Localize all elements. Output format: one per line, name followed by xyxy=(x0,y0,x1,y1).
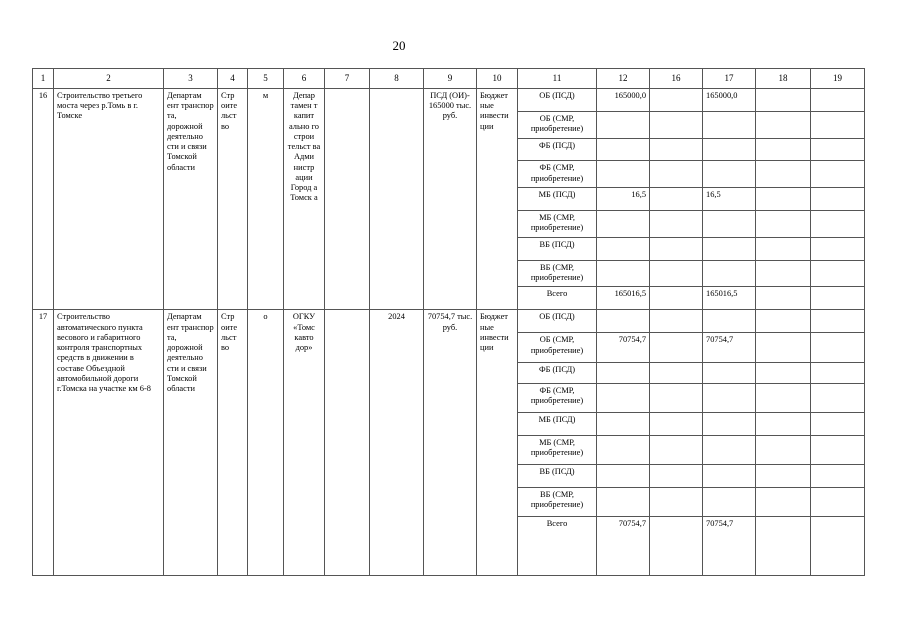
work-type: Стр оите льст во xyxy=(218,88,248,310)
amount-col-16 xyxy=(650,211,703,238)
header-cell: 8 xyxy=(370,69,424,89)
header-cell: 17 xyxy=(703,69,756,89)
object-name: Строительство автоматического пункта весового и габаритного контроля транспортных средств в движении в составе Объездной автомобильной дороги г.Томска на участке км 6-8 xyxy=(54,310,164,576)
amount-col-12 xyxy=(597,161,650,188)
amount-col-19 xyxy=(811,310,865,333)
investment-table xyxy=(32,68,865,576)
amount-col-18 xyxy=(756,465,811,488)
amount-col-18 xyxy=(756,310,811,333)
customer: ОГКУ «Томс кавто дор» xyxy=(284,310,325,576)
col-7 xyxy=(325,310,370,576)
amount-col-16 xyxy=(650,287,703,310)
amount-col-19 xyxy=(811,435,865,464)
amount-col-19 xyxy=(811,188,865,211)
header-cell: 5 xyxy=(248,69,284,89)
amount-col-19 xyxy=(811,237,865,260)
amount-col-17 xyxy=(703,111,756,138)
amount-col-12: 165016,5 xyxy=(597,287,650,310)
amount-col-17 xyxy=(703,465,756,488)
row-number: 17 xyxy=(33,310,54,576)
finance-source: ВБ (ПСД) xyxy=(518,465,597,488)
amount-col-19 xyxy=(811,287,865,310)
header-cell: 4 xyxy=(218,69,248,89)
amount-col-19 xyxy=(811,412,865,435)
amount-col-17 xyxy=(703,138,756,161)
finance-source: ОБ (ПСД) xyxy=(518,88,597,111)
finance-source: ФБ (СМР, приобретение) xyxy=(518,383,597,412)
amount-col-18 xyxy=(756,287,811,310)
amount-col-17 xyxy=(703,435,756,464)
budget-type: Бюджет ные инвести ции xyxy=(477,310,518,576)
amount-col-19 xyxy=(811,333,865,362)
amount-col-16 xyxy=(650,138,703,161)
amount-col-12 xyxy=(597,211,650,238)
header-cell: 3 xyxy=(164,69,218,89)
amount-col-19 xyxy=(811,111,865,138)
page-number: 20 xyxy=(392,38,406,53)
finance-source: МБ (СМР, приобретение) xyxy=(518,435,597,464)
amount-col-16 xyxy=(650,383,703,412)
finance-source: ОБ (ПСД) xyxy=(518,310,597,333)
amount-col-18 xyxy=(756,188,811,211)
amount-col-12 xyxy=(597,465,650,488)
amount-col-12: 165000,0 xyxy=(597,88,650,111)
amount-col-12: 70754,7 xyxy=(597,517,650,576)
amount-col-16 xyxy=(650,310,703,333)
mark: о xyxy=(248,310,284,576)
amount-col-12 xyxy=(597,310,650,333)
amount-col-19 xyxy=(811,383,865,412)
amount-col-12 xyxy=(597,260,650,287)
amount-col-16 xyxy=(650,237,703,260)
year xyxy=(370,88,424,310)
amount-col-19 xyxy=(811,260,865,287)
amount-col-16 xyxy=(650,188,703,211)
amount-col-17 xyxy=(703,161,756,188)
amount-col-16 xyxy=(650,88,703,111)
amount-col-17 xyxy=(703,211,756,238)
amount-col-19 xyxy=(811,138,865,161)
amount-col-18 xyxy=(756,435,811,464)
finance-source: ВБ (СМР, приобретение) xyxy=(518,488,597,517)
amount-col-17 xyxy=(703,383,756,412)
header-cell: 7 xyxy=(325,69,370,89)
amount-col-18 xyxy=(756,260,811,287)
amount-col-18 xyxy=(756,333,811,362)
amount-col-19 xyxy=(811,211,865,238)
amount-col-16 xyxy=(650,465,703,488)
finance-source: ФБ (СМР, приобретение) xyxy=(518,161,597,188)
amount-col-17 xyxy=(703,237,756,260)
finance-source: МБ (ПСД) xyxy=(518,412,597,435)
col-7 xyxy=(325,88,370,310)
amount-col-17 xyxy=(703,362,756,383)
header-cell: 16 xyxy=(650,69,703,89)
amount-col-18 xyxy=(756,517,811,576)
header-cell: 2 xyxy=(54,69,164,89)
amount-col-19 xyxy=(811,362,865,383)
amount-col-18 xyxy=(756,383,811,412)
amount-col-17 xyxy=(703,310,756,333)
amount-col-17 xyxy=(703,412,756,435)
amount-col-18 xyxy=(756,111,811,138)
amount-col-12 xyxy=(597,488,650,517)
amount-col-18 xyxy=(756,488,811,517)
amount-col-16 xyxy=(650,362,703,383)
finance-source: Всего xyxy=(518,517,597,576)
work-type: Стр оите льст во xyxy=(218,310,248,576)
amount-col-12 xyxy=(597,362,650,383)
amount-col-19 xyxy=(811,88,865,111)
amount-col-17 xyxy=(703,260,756,287)
capacity: ПСД (ОИ)- 165000 тыс. руб. xyxy=(424,88,477,310)
header-row xyxy=(33,69,865,89)
header-cell: 6 xyxy=(284,69,325,89)
table-row xyxy=(33,88,865,111)
amount-col-18 xyxy=(756,211,811,238)
header-cell: 10 xyxy=(477,69,518,89)
header-cell: 12 xyxy=(597,69,650,89)
amount-col-12 xyxy=(597,138,650,161)
finance-source: ВБ (СМР, приобретение) xyxy=(518,260,597,287)
finance-source: Всего xyxy=(518,287,597,310)
header-cell: 19 xyxy=(811,69,865,89)
finance-source: МБ (ПСД) xyxy=(518,188,597,211)
budget-type: Бюджет ные инвести ции xyxy=(477,88,518,310)
department: Департам ент транспор та, дорожной деятельно сти и связи Томской области xyxy=(164,310,218,576)
finance-source: ФБ (ПСД) xyxy=(518,362,597,383)
amount-col-17 xyxy=(703,488,756,517)
amount-col-16 xyxy=(650,412,703,435)
amount-col-17: 16,5 xyxy=(703,188,756,211)
amount-col-18 xyxy=(756,161,811,188)
amount-col-16 xyxy=(650,111,703,138)
amount-col-18 xyxy=(756,138,811,161)
amount-col-17: 70754,7 xyxy=(703,517,756,576)
finance-source: МБ (СМР, приобретение) xyxy=(518,211,597,238)
amount-col-19 xyxy=(811,517,865,576)
header-cell: 9 xyxy=(424,69,477,89)
amount-col-18 xyxy=(756,237,811,260)
year: 2024 xyxy=(370,310,424,576)
amount-col-17: 70754,7 xyxy=(703,333,756,362)
amount-col-12 xyxy=(597,111,650,138)
amount-col-18 xyxy=(756,362,811,383)
amount-col-19 xyxy=(811,465,865,488)
amount-col-12 xyxy=(597,383,650,412)
finance-source: ОБ (СМР, приобретение) xyxy=(518,333,597,362)
finance-source: ФБ (ПСД) xyxy=(518,138,597,161)
amount-col-17: 165016,5 xyxy=(703,287,756,310)
header-cell: 11 xyxy=(518,69,597,89)
finance-source: ОБ (СМР, приобретение) xyxy=(518,111,597,138)
row-number: 16 xyxy=(33,88,54,310)
header-cell: 1 xyxy=(33,69,54,89)
header-cell: 18 xyxy=(756,69,811,89)
amount-col-18 xyxy=(756,88,811,111)
amount-col-12: 70754,7 xyxy=(597,333,650,362)
object-name: Строительство третьего моста через р.Томь в г. Томске xyxy=(54,88,164,310)
table-row xyxy=(33,310,865,333)
amount-col-16 xyxy=(650,488,703,517)
amount-col-16 xyxy=(650,161,703,188)
amount-col-16 xyxy=(650,435,703,464)
amount-col-16 xyxy=(650,260,703,287)
amount-col-12: 16,5 xyxy=(597,188,650,211)
amount-col-19 xyxy=(811,488,865,517)
amount-col-12 xyxy=(597,435,650,464)
amount-col-16 xyxy=(650,333,703,362)
amount-col-12 xyxy=(597,412,650,435)
customer: Депар тамен т капит ально го строи тельст ва Адми нистр ации Город а Томск а xyxy=(284,88,325,310)
finance-source: ВБ (ПСД) xyxy=(518,237,597,260)
amount-col-12 xyxy=(597,237,650,260)
mark: м xyxy=(248,88,284,310)
amount-col-18 xyxy=(756,412,811,435)
capacity: 70754,7 тыс. руб. xyxy=(424,310,477,576)
amount-col-19 xyxy=(811,161,865,188)
amount-col-17: 165000,0 xyxy=(703,88,756,111)
department: Департам ент транспор та, дорожной деятельно сти и связи Томской области xyxy=(164,88,218,310)
amount-col-16 xyxy=(650,517,703,576)
